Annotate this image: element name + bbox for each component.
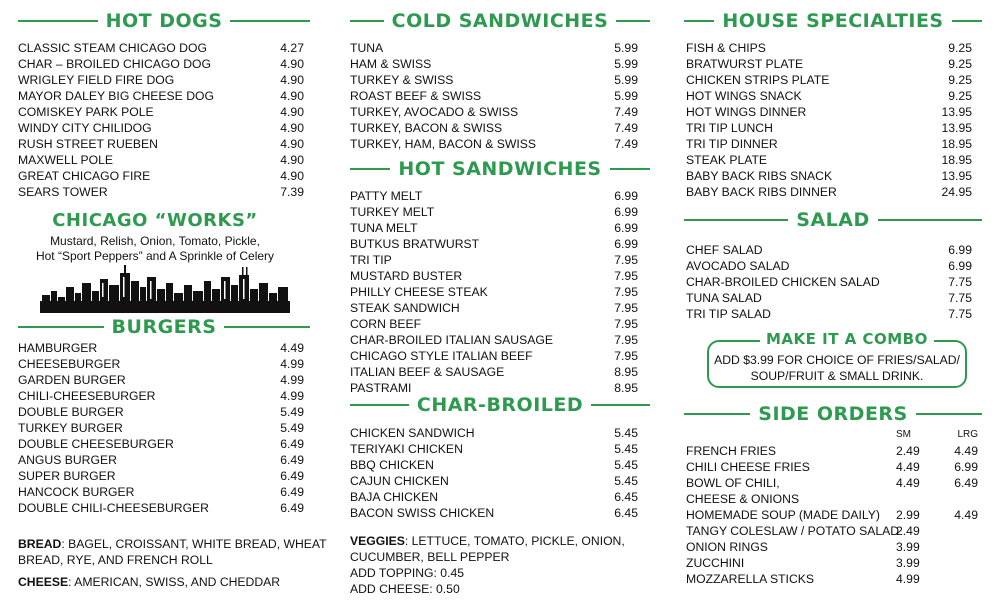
hot-dogs-header	[18, 10, 310, 32]
menu-item	[18, 500, 304, 516]
menu-item-price: 13.95	[941, 169, 972, 183]
side-orders-columns	[686, 429, 978, 440]
menu-item	[350, 300, 638, 316]
menu-item	[686, 242, 972, 258]
side-order-small-price: 3.99	[896, 556, 920, 570]
add-cheese: ADD CHEESE: 0.50	[350, 582, 460, 596]
menu-item-price: 4.90	[280, 105, 304, 119]
menu-item-name: PHILLY CHEESE STEAK	[350, 285, 488, 299]
menu-item-name: PATTY MELT	[350, 189, 423, 203]
menu-item-price: 5.99	[614, 89, 638, 103]
menu-item-price: 9.25	[948, 73, 972, 87]
side-order-small-price	[896, 491, 938, 507]
menu-item	[350, 364, 638, 380]
menu-item-price: 4.27	[280, 41, 304, 55]
menu-item	[18, 340, 304, 356]
menu-item-price: 7.95	[614, 349, 638, 363]
menu-item-name: BAJA CHICKEN	[350, 490, 439, 504]
menu-item-price: 6.49	[280, 485, 304, 499]
side-order-item	[686, 443, 978, 459]
menu-item-name: BACON SWISS CHICKEN	[350, 506, 495, 520]
menu-item	[350, 104, 638, 120]
menu-item-price: 6.49	[280, 469, 304, 483]
menu-item-name: AVOCADO SALAD	[686, 259, 790, 273]
menu-item-name: HAMBURGER	[18, 341, 98, 355]
menu-item	[18, 484, 304, 500]
menu-item-price: 7.95	[614, 269, 638, 283]
menu-item-name: TUNA SALAD	[686, 291, 762, 305]
menu-item-name: WINDY CITY CHILIDOG	[18, 121, 152, 135]
menu-item-price: 4.90	[280, 153, 304, 167]
menu-item-name: RUSH STREET RUEBEN	[18, 137, 158, 151]
side-order-small-price: 2.49	[896, 524, 920, 538]
side-order-small-price: 4.49	[896, 460, 920, 474]
menu-item-price: 18.95	[941, 137, 972, 151]
menu-item	[350, 316, 638, 332]
menu-item	[18, 452, 304, 468]
side-order-name: CHEESE & ONIONS	[686, 492, 800, 506]
char-broiled-title: CHAR-BROILED	[416, 394, 584, 416]
menu-item-price: 5.99	[614, 57, 638, 71]
side-order-item	[686, 459, 978, 475]
menu-item-name: BRATWURST PLATE	[686, 57, 804, 71]
menu-item-price: 18.95	[941, 153, 972, 167]
menu-item-name: CHICKEN SANDWICH	[350, 426, 475, 440]
menu-item-name: CHEESEBURGER	[18, 357, 121, 371]
chicago-skyline-icon	[40, 265, 290, 313]
combo-line-2: SOUP/FRUIT & SMALL DRINK.	[750, 369, 924, 383]
side-order-large-price: 4.49	[954, 508, 978, 522]
menu-item-price: 4.99	[280, 389, 304, 403]
menu-item-price: 4.90	[280, 73, 304, 87]
menu-item-name: SEARS TOWER	[18, 185, 108, 199]
menu-item	[350, 204, 638, 220]
menu-item	[350, 120, 638, 136]
menu-item-name: TRI TIP SALAD	[686, 307, 771, 321]
menu-item-price: 7.39	[280, 185, 304, 199]
menu-item	[350, 473, 638, 489]
menu-item-name: HANCOCK BURGER	[18, 485, 135, 499]
menu-item-price: 24.95	[941, 185, 972, 199]
menu-item	[686, 72, 972, 88]
menu-item-name: TURKEY MELT	[350, 205, 435, 219]
bread-note	[18, 536, 328, 568]
side-order-large-price: 4.49	[954, 444, 978, 458]
bread-label: BREAD	[18, 537, 62, 551]
menu-item-price: 6.45	[614, 506, 638, 520]
menu-item	[350, 56, 638, 72]
menu-item-price: 7.95	[614, 285, 638, 299]
menu-item-name: CHAR – BROILED CHICAGO DOG	[18, 57, 212, 71]
menu-item	[350, 136, 638, 152]
side-order-large-price	[938, 571, 978, 587]
menu-item-price: 7.49	[614, 137, 638, 151]
menu-item	[686, 120, 972, 136]
menu-item	[18, 56, 304, 72]
menu-item-price: 4.90	[280, 121, 304, 135]
menu-item-price: 4.99	[280, 373, 304, 387]
side-order-name: CHILI CHEESE FRIES	[686, 460, 810, 474]
side-order-item	[686, 555, 978, 571]
menu-item-name: TRI TIP LUNCH	[686, 121, 773, 135]
salad-title: SALAD	[796, 209, 870, 231]
menu-item-price: 13.95	[941, 121, 972, 135]
combo-title: MAKE IT A COMBO	[760, 330, 934, 348]
header-rule	[684, 219, 788, 221]
side-order-name: HOMEMADE SOUP (MADE DAILY)	[686, 508, 880, 522]
side-order-name: ONION RINGS	[686, 540, 768, 554]
menu-item	[350, 425, 638, 441]
menu-item	[18, 372, 304, 388]
combo-text	[709, 352, 965, 384]
side-order-small-price: 3.99	[896, 540, 920, 554]
menu-item-price: 8.95	[614, 381, 638, 395]
menu-item-price: 6.99	[614, 189, 638, 203]
side-order-large-price	[938, 539, 978, 555]
side-orders-title: SIDE ORDERS	[758, 403, 908, 425]
menu-item-name: GARDEN BURGER	[18, 373, 126, 387]
menu-item-name: CLASSIC STEAM CHICAGO DOG	[18, 41, 207, 55]
menu-item	[686, 152, 972, 168]
menu-item-name: GREAT CHICAGO FIRE	[18, 169, 151, 183]
menu-item-name: TRI TIP DINNER	[686, 137, 778, 151]
menu-item	[18, 436, 304, 452]
chicago-works-line-2: Hot “Sport Peppers” and A Sprinkle of Celery	[35, 249, 275, 263]
menu-item-price: 6.99	[614, 237, 638, 251]
side-orders-list	[686, 443, 978, 587]
side-order-large-price: 6.49	[954, 476, 978, 490]
menu-item	[686, 306, 972, 322]
menu-item-price: 4.90	[280, 137, 304, 151]
menu-item	[350, 236, 638, 252]
menu-item-name: HAM & SWISS	[350, 57, 432, 71]
burgers-title: BURGERS	[111, 316, 217, 338]
side-order-small-price: 4.49	[896, 476, 920, 490]
hot-dogs-list	[18, 40, 304, 200]
cheese-note	[18, 574, 328, 590]
header-rule	[916, 413, 982, 415]
menu-item-name: CHICAGO STYLE ITALIAN BEEF	[350, 349, 533, 363]
header-rule	[18, 326, 104, 328]
menu-item-price: 6.99	[614, 205, 638, 219]
menu-item	[18, 184, 304, 200]
menu-item-price: 7.95	[614, 301, 638, 315]
menu-item-price: 7.75	[948, 275, 972, 289]
menu-item-price: 6.45	[614, 490, 638, 504]
menu-item	[18, 388, 304, 404]
menu-item-name: DOUBLE BURGER	[18, 405, 124, 419]
menu-item	[350, 348, 638, 364]
burgers-header	[18, 316, 310, 338]
menu-item-price: 6.49	[280, 437, 304, 451]
side-order-large-price	[938, 555, 978, 571]
cold-sandwiches-header	[350, 10, 650, 32]
menu-item	[350, 332, 638, 348]
menu-item-name: ANGUS BURGER	[18, 453, 117, 467]
side-order-name: FRENCH FRIES	[686, 444, 777, 458]
header-rule	[616, 20, 650, 22]
header-rule	[878, 219, 982, 221]
menu-item	[350, 72, 638, 88]
menu-item-name: TUNA	[350, 41, 384, 55]
side-order-item	[686, 491, 978, 507]
menu-item-price: 5.45	[614, 442, 638, 456]
header-rule	[591, 404, 650, 406]
side-order-item	[686, 507, 978, 523]
menu-item-price: 8.95	[614, 365, 638, 379]
menu-item	[18, 104, 304, 120]
menu-item	[686, 258, 972, 274]
veggies-label: VEGGIES	[350, 534, 405, 548]
salad-header	[684, 209, 982, 231]
menu-item-price: 4.90	[280, 57, 304, 71]
house-specialties-header	[684, 10, 982, 32]
menu-item	[18, 168, 304, 184]
menu-item	[18, 40, 304, 56]
menu-item	[18, 420, 304, 436]
combo-line-1: ADD $3.99 FOR CHOICE OF FRIES/SALAD/	[714, 353, 960, 367]
menu-item-name: TRI TIP	[350, 253, 392, 267]
char-broiled-list	[350, 425, 638, 521]
menu-item	[686, 136, 972, 152]
menu-item-price: 4.90	[280, 89, 304, 103]
hot-sandwiches-title: HOT SANDWICHES	[398, 158, 602, 180]
side-order-name: MOZZARELLA STICKS	[686, 572, 814, 586]
chicago-works-desc	[0, 234, 310, 264]
chicago-works-line-1: Mustard, Relish, Onion, Tomato, Pickle,	[50, 234, 260, 248]
hot-dogs-title: HOT DOGS	[105, 10, 223, 32]
header-rule	[684, 413, 750, 415]
menu-item	[350, 188, 638, 204]
menu-item-price: 7.49	[614, 105, 638, 119]
menu-item-name: TERIYAKI CHICKEN	[350, 442, 463, 456]
side-order-item	[686, 571, 978, 587]
veggies-text: : LETTUCE, TOMATO, PICKLE, ONION,	[404, 534, 625, 548]
menu-item-name: HOT WINGS SNACK	[686, 89, 802, 103]
menu-item-name: SUPER BURGER	[18, 469, 116, 483]
menu-item	[350, 457, 638, 473]
menu-item-price: 6.99	[948, 243, 972, 257]
menu-item-name: CORN BEEF	[350, 317, 422, 331]
side-order-small-price: 2.99	[896, 508, 920, 522]
cheese-label: CHEESE	[18, 575, 69, 589]
menu-item-name: TURKEY BURGER	[18, 421, 123, 435]
char-broiled-header	[350, 394, 650, 416]
menu-item-price: 5.49	[280, 405, 304, 419]
side-order-item	[686, 475, 978, 491]
menu-item-name: TUNA MELT	[350, 221, 418, 235]
menu-item-name: ITALIAN BEEF & SAUSAGE	[350, 365, 505, 379]
menu-item-price: 5.49	[280, 421, 304, 435]
side-order-small-price: 2.49	[896, 444, 920, 458]
menu-item-name: BUTKUS BRATWURST	[350, 237, 480, 251]
menu-item	[350, 441, 638, 457]
menu-item	[18, 152, 304, 168]
hot-sandwiches-header	[350, 158, 650, 180]
side-order-large-price	[938, 491, 978, 507]
side-orders-header	[684, 403, 982, 425]
menu-item-price: 4.90	[280, 169, 304, 183]
menu-item-price: 5.45	[614, 474, 638, 488]
menu-item-name: WRIGLEY FIELD FIRE DOG	[18, 73, 175, 87]
chicago-works-title: CHICAGO “WORKS”	[52, 210, 258, 231]
header-rule	[224, 326, 310, 328]
menu-item-price: 13.95	[941, 105, 972, 119]
menu-item-name: BBQ CHICKEN	[350, 458, 434, 472]
side-order-small-price: 4.99	[896, 572, 920, 586]
menu-item-price: 5.99	[614, 41, 638, 55]
menu-item-name: STEAK PLATE	[686, 153, 768, 167]
menu-item-price: 6.49	[280, 453, 304, 467]
menu-item-price: 5.45	[614, 458, 638, 472]
menu-item-price: 9.25	[948, 41, 972, 55]
menu-item	[686, 184, 972, 200]
header-rule	[230, 20, 310, 22]
menu-item-name: CHAR-BROILED CHICKEN SALAD	[686, 275, 880, 289]
menu-item	[686, 274, 972, 290]
menu-item-name: ROAST BEEF & SWISS	[350, 89, 482, 103]
menu-item-name: CHAR-BROILED ITALIAN SAUSAGE	[350, 333, 553, 347]
cold-sandwiches-list	[350, 40, 638, 152]
menu-item	[18, 88, 304, 104]
menu-item-name: TURKEY, BACON & SWISS	[350, 121, 503, 135]
menu-item-name: MAYOR DALEY BIG CHEESE DOG	[18, 89, 214, 103]
side-order-name: ZUCCHINI	[686, 556, 745, 570]
side-order-item	[686, 523, 978, 539]
menu-item-name: MUSTARD BUSTER	[350, 269, 463, 283]
menu-item-name: TURKEY, HAM, BACON & SWISS	[350, 137, 537, 151]
menu-item	[350, 489, 638, 505]
side-order-large-price: 6.99	[954, 460, 978, 474]
menu-item	[18, 404, 304, 420]
menu-item-price: 5.45	[614, 426, 638, 440]
menu-item	[350, 284, 638, 300]
header-rule	[684, 20, 714, 22]
menu-item-name: FISH & CHIPS	[686, 41, 766, 55]
size-small-label: SM	[896, 429, 911, 440]
menu-item-price: 7.95	[614, 333, 638, 347]
side-order-large-price	[938, 523, 978, 539]
menu-item	[18, 356, 304, 372]
menu-item-price: 6.99	[948, 259, 972, 273]
burgers-list	[18, 340, 304, 516]
menu-item-price: 5.99	[614, 73, 638, 87]
menu-item	[350, 220, 638, 236]
menu-item-price: 6.49	[280, 501, 304, 515]
menu-item-price: 4.49	[280, 341, 304, 355]
salad-list	[686, 242, 972, 322]
menu-item-price: 7.95	[614, 317, 638, 331]
menu-item-price: 7.75	[948, 307, 972, 321]
menu-item-price: 6.99	[614, 221, 638, 235]
veggies-note	[350, 533, 650, 597]
header-rule	[350, 168, 390, 170]
menu-item	[686, 290, 972, 306]
menu-item	[686, 104, 972, 120]
menu-item	[350, 252, 638, 268]
house-specialties-title: HOUSE SPECIALTIES	[722, 10, 944, 32]
menu-item	[686, 88, 972, 104]
menu-item-price: 7.95	[614, 253, 638, 267]
menu-item	[350, 40, 638, 56]
menu-item-name: CHICKEN STRIPS PLATE	[686, 73, 830, 87]
menu-item-name: CHILI-CHEESEBURGER	[18, 389, 156, 403]
hot-sandwiches-list	[350, 188, 638, 396]
menu-item-name: MAXWELL POLE	[18, 153, 114, 167]
menu-item	[350, 268, 638, 284]
cheese-text: : AMERICAN, SWISS, AND CHEDDAR	[68, 575, 281, 589]
header-rule	[350, 404, 409, 406]
side-order-name: TANGY COLESLAW / POTATO SALAD	[686, 524, 900, 538]
menu-item-name: BABY BACK RIBS DINNER	[686, 185, 837, 199]
menu-item	[686, 168, 972, 184]
header-rule	[610, 168, 650, 170]
menu-item-name: STEAK SANDWICH	[350, 301, 460, 315]
header-rule	[350, 20, 384, 22]
menu-item-price: 9.25	[948, 57, 972, 71]
side-order-name: BOWL OF CHILI,	[686, 476, 780, 490]
menu-item-price: 4.99	[280, 357, 304, 371]
menu-item	[350, 505, 638, 521]
house-specialties-list	[686, 40, 972, 200]
veggies-text-2: CUCUMBER, BELL PEPPER	[350, 550, 510, 564]
menu-item-name: TURKEY, AVOCADO & SWISS	[350, 105, 519, 119]
menu-item-name: BABY BACK RIBS SNACK	[686, 169, 833, 183]
menu-item-price: 7.75	[948, 291, 972, 305]
side-order-item	[686, 539, 978, 555]
menu-item	[18, 468, 304, 484]
bread-text-2: BREAD, RYE, AND FRENCH ROLL	[18, 553, 213, 567]
header-rule	[952, 20, 982, 22]
menu-item-name: CHEF SALAD	[686, 243, 763, 257]
cold-sandwiches-title: COLD SANDWICHES	[391, 10, 609, 32]
bread-text: : BAGEL, CROISSANT, WHITE BREAD, WHEAT	[61, 537, 327, 551]
header-rule	[18, 20, 98, 22]
menu-item-name: CAJUN CHICKEN	[350, 474, 449, 488]
menu-item-name: COMISKEY PARK POLE	[18, 105, 154, 119]
menu-item	[350, 88, 638, 104]
menu-item	[18, 120, 304, 136]
menu-item-name: TURKEY & SWISS	[350, 73, 454, 87]
menu-item-name: DOUBLE CHILI-CHEESEBURGER	[18, 501, 209, 515]
add-topping: ADD TOPPING: 0.45	[350, 566, 465, 580]
menu-item-price: 9.25	[948, 89, 972, 103]
menu-item-name: DOUBLE CHEESEBURGER	[18, 437, 174, 451]
menu-item-name: PASTRAMI	[350, 381, 412, 395]
menu-item-price: 7.49	[614, 121, 638, 135]
size-large-label: LRG	[957, 429, 978, 440]
menu-item	[18, 136, 304, 152]
menu-item	[18, 72, 304, 88]
menu-item-name: HOT WINGS DINNER	[686, 105, 807, 119]
menu-item	[686, 56, 972, 72]
menu-item	[686, 40, 972, 56]
